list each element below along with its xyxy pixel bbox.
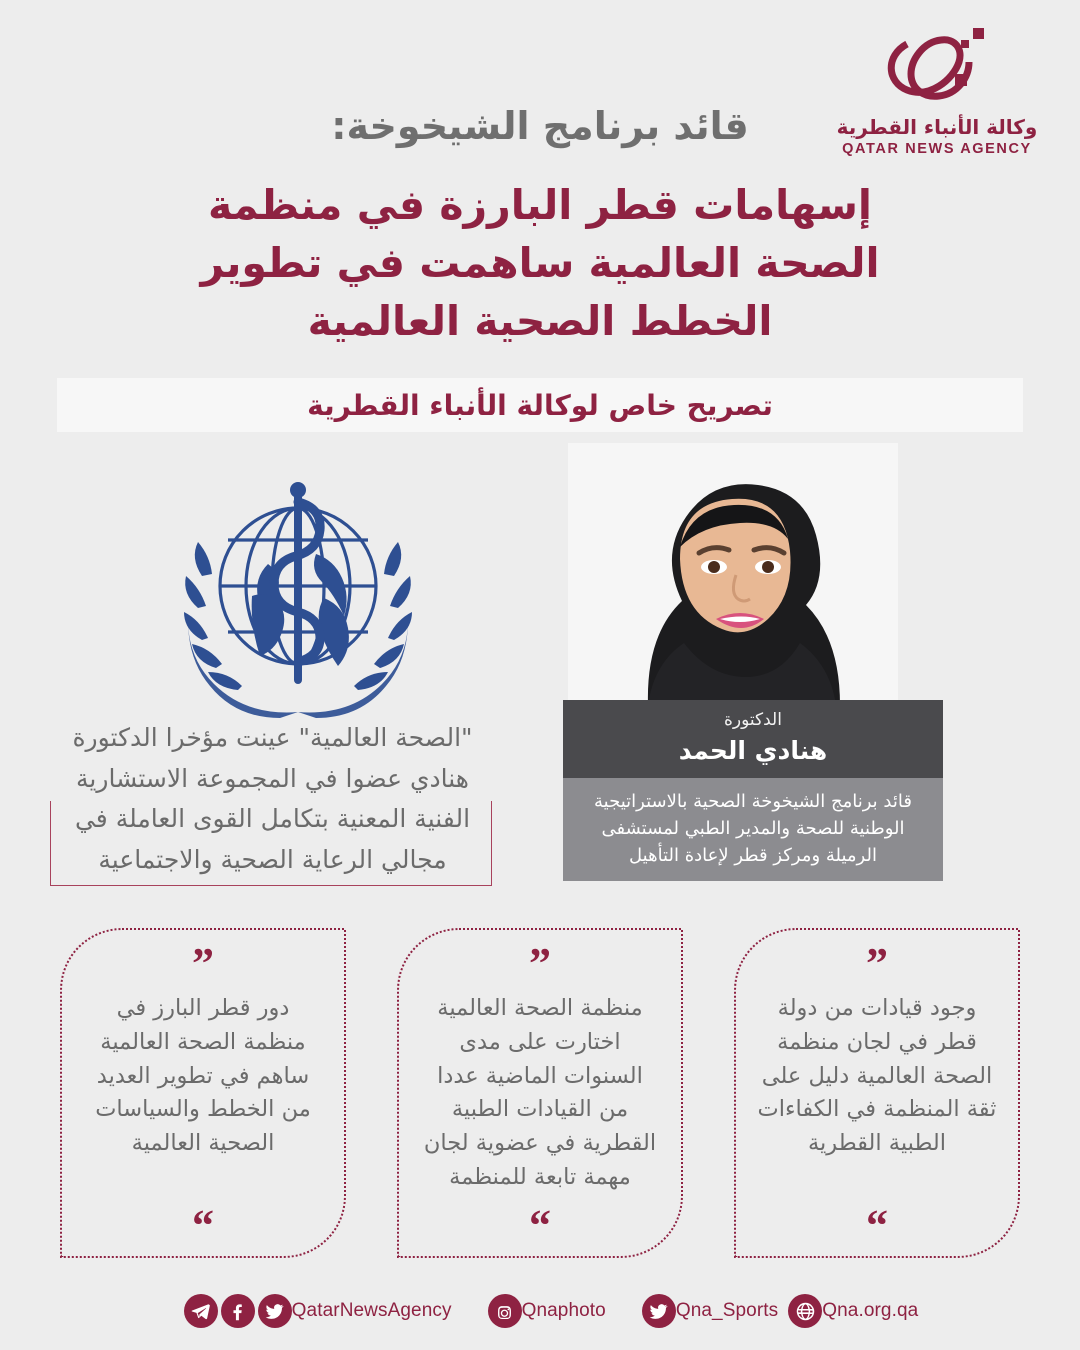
speaker-portrait xyxy=(568,443,898,705)
quote-text: دور قطر البارز في منظمة الصحة العالمية ساهم في تطوير العديد من الخطط والسياسات الصحية العالمية xyxy=(95,995,311,1156)
social-group-qatarnewsagency xyxy=(181,1294,459,1328)
subtitle-text: تصريح خاص لوكالة الأنباء القطرية xyxy=(307,388,773,422)
social-group-qnaphoto xyxy=(485,1294,613,1328)
globe-icon[interactable] xyxy=(788,1294,822,1328)
quote-cards xyxy=(60,928,1020,1258)
who-emblem-icon xyxy=(148,468,448,723)
social-label: Qnaphoto xyxy=(521,1300,606,1321)
logo-english-text: QATAR NEWS AGENCY xyxy=(842,141,1032,157)
social-footer xyxy=(0,1288,1080,1334)
quote-text: وجود قيادات من دولة قطر في لجان منظمة الصحة العالمية دليل على ثقة المنظمة في الكفاءات الطبية القطرية xyxy=(757,995,997,1156)
who-caption-text: "الصحة العالمية" عينت مؤخرا الدكتورة هنادي عضوا في المجموعة الاستشارية الفنية المعنية بتكامل القوى العاملة في مجالي الرعاية الصحية والاجتماعية xyxy=(72,723,473,874)
quote-card xyxy=(397,928,683,1258)
who-logo xyxy=(148,468,448,723)
speaker-card xyxy=(563,700,943,886)
headline-text: إسهامات قطر البارزة في منظمة الصحة العالمية ساهمت في تطوير الخطط الصحية العالمية xyxy=(200,181,880,346)
twitter-icon[interactable] xyxy=(642,1294,676,1328)
speaker-role-prefix: الدكتورة xyxy=(724,710,782,730)
social-label: Qna.org.qa xyxy=(822,1300,919,1321)
instagram-icon[interactable] xyxy=(488,1294,522,1328)
quote-close-icon: “ xyxy=(192,1201,214,1250)
social-label: Qna_Sports xyxy=(675,1300,779,1321)
quote-card xyxy=(734,928,1020,1258)
quote-open-icon: ” xyxy=(192,939,214,988)
facebook-icon[interactable] xyxy=(221,1294,255,1328)
speaker-description: قائد برنامج الشيخوخة الصحية بالاستراتيجية الوطنية للصحة والمدير الطبي لمستشفى الرميلة ومركز قطر لإعادة التأهيل xyxy=(594,791,912,867)
subtitle-bar xyxy=(57,378,1023,432)
speaker-name: هنادي الحمد xyxy=(678,736,828,766)
social-group-qnasports xyxy=(639,1294,785,1328)
speaker-card-header xyxy=(563,700,943,778)
quote-close-icon: “ xyxy=(529,1201,551,1250)
quote-open-icon: ” xyxy=(529,939,551,988)
social-label: QatarNewsAgency xyxy=(291,1300,452,1321)
logo-arabic-text: وكالة الأنباء القطرية xyxy=(836,115,1038,139)
speaker-card-body xyxy=(563,778,943,881)
twitter-icon[interactable] xyxy=(258,1294,292,1328)
social-group-website xyxy=(785,1294,925,1328)
kicker-text: قائد برنامج الشيخوخة: xyxy=(331,104,749,148)
quote-close-icon: “ xyxy=(866,1201,888,1250)
portrait-photo xyxy=(568,443,898,705)
qna-logo-mark xyxy=(877,22,997,114)
telegram-icon[interactable] xyxy=(184,1294,218,1328)
quote-card xyxy=(60,928,346,1258)
quote-text: منظمة الصحة العالمية اختارت على مدى السنوات الماضية عددا من القيادات الطبية القطرية في عضوية لجان مهمة تابعة للمنظمة xyxy=(423,995,657,1190)
quote-open-icon: ” xyxy=(866,939,888,988)
